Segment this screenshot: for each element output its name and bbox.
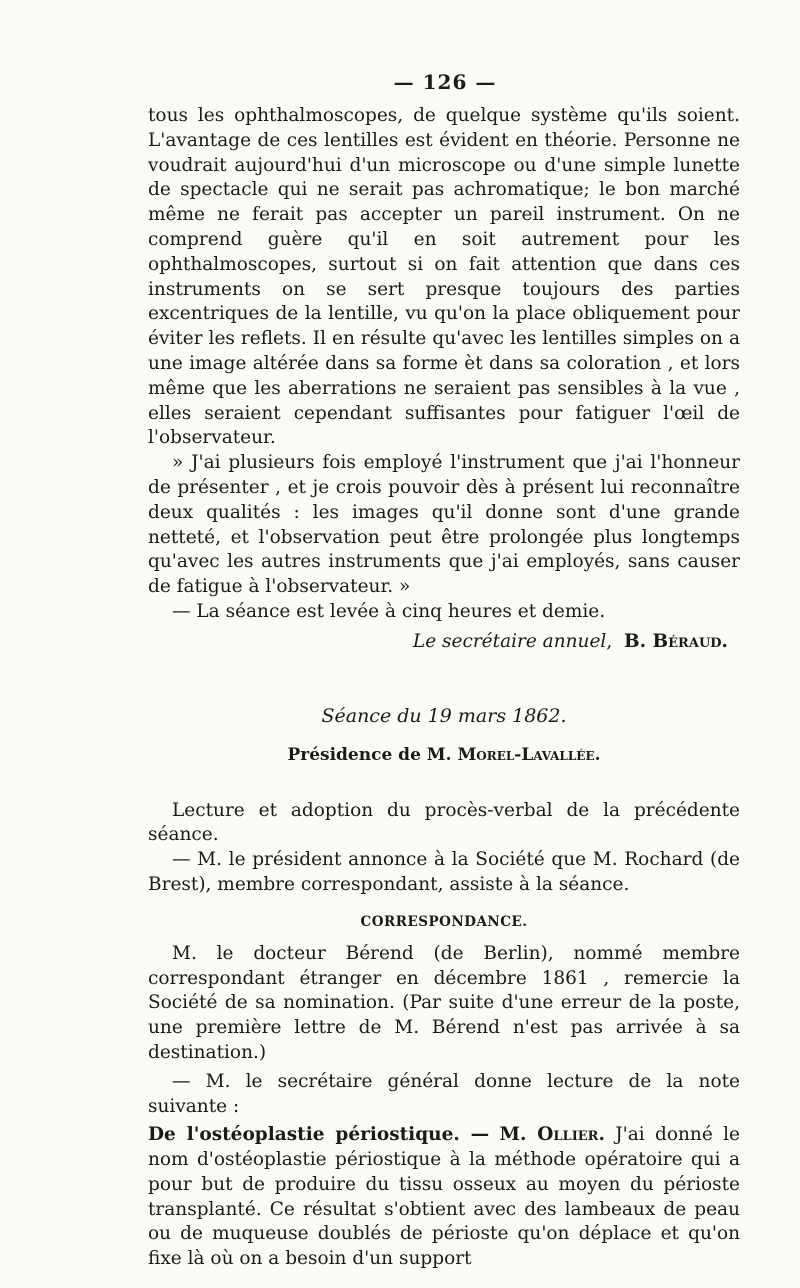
- signature-name: B. Béraud.: [623, 630, 728, 652]
- spacer: [148, 765, 740, 799]
- paragraph-president: — M. le président annonce à la Société que M. Rochard (de Brest), membre correspondant, assiste à la séance.: [148, 849, 740, 895]
- text-column: [148, 104, 740, 1272]
- paragraph-osteoplastie: [148, 1123, 740, 1272]
- article-text: J'ai donné le nom d'ostéoplastie périostique à la méthode opératoire qui a pour but de produire du tissu osseux au moyen du périoste transplanté. Ce résultat s'obtient avec des lambeaux de peau ou de muqueuse doublés de périoste qu'on déplace et qu'on fixe là où on a besoin d'un support: [148, 1124, 740, 1270]
- paragraph-ophthalmoscopes: tous les ophthalmoscopes, de quelque système qu'ils soient. L'avantage de ces lentilles est évident en théorie. Personne ne voudrait aujourd'hui d'un microscope ou d'une simple lunette de spectacle qui ne serait pas achromatique; le bon marché même ne ferait pas accepter un pareil instrument. On ne comprend guère qu'il en soit autrement pour les ophthalmoscopes, surtout si on fait attention que dans ces instruments on se sert presque toujours des parties excentriques de la lentille, vu qu'on la place obliquement pour éviter les reflets. Il en résulte qu'avec les lentilles simples on a une image altérée dans sa forme èt dans sa coloration , et lors même que les aberrations ne seraient pas sensibles à la vue , elles seraient cependant suffisantes pour fatiguer l'œil de l'observateur.: [148, 105, 740, 449]
- paragraph-instrument: » J'ai plusieurs fois employé l'instrument que j'ai l'honneur de présenter , et je crois pouvoir dès à présent lui reconnaître deux qualités : les images qu'il donne sont d'une grande netteté, et l'observation peut être prolongée plus longtemps qu'avec les autres instruments que j'ai employés, sans causer de fatigue à l'observateur. »: [148, 452, 740, 598]
- presidence-prefix: Présidence de M.: [287, 744, 452, 765]
- session-title: Séance du 19 mars 1862.: [321, 704, 567, 727]
- paragraph-secretaire: — M. le secrétaire général donne lecture de la note suivante :: [148, 1070, 740, 1117]
- page-number: — 126 —: [393, 70, 497, 94]
- article-author: M. Ollier.: [499, 1124, 605, 1146]
- article-title: De l'ostéoplastie périostique. —: [148, 1124, 490, 1146]
- signature: Le secrétaire annuel, B. Béraud.: [412, 630, 728, 652]
- paragraph-lecture: Lecture et adoption du procès-verbal de la précédente séance.: [148, 799, 740, 846]
- presidence-line: [148, 745, 740, 765]
- correspondance-heading: CORRESPONDANCE.: [360, 913, 528, 930]
- closing-line: — La séance est levée à cinq heures et demie.: [172, 600, 606, 622]
- paragraph-berend: M. le docteur Bérend (de Berlin), nommé membre correspondant étranger en décembre 1861 , remercie la Société de sa nomination. (Par suite d'une erreur de la poste, une première lettre de M. Bérend n'est pas arrivée à sa destination.): [148, 942, 740, 1063]
- presidence-name: Morel-Lavallée.: [457, 744, 601, 765]
- signature-role: Le secrétaire annuel: [412, 630, 607, 652]
